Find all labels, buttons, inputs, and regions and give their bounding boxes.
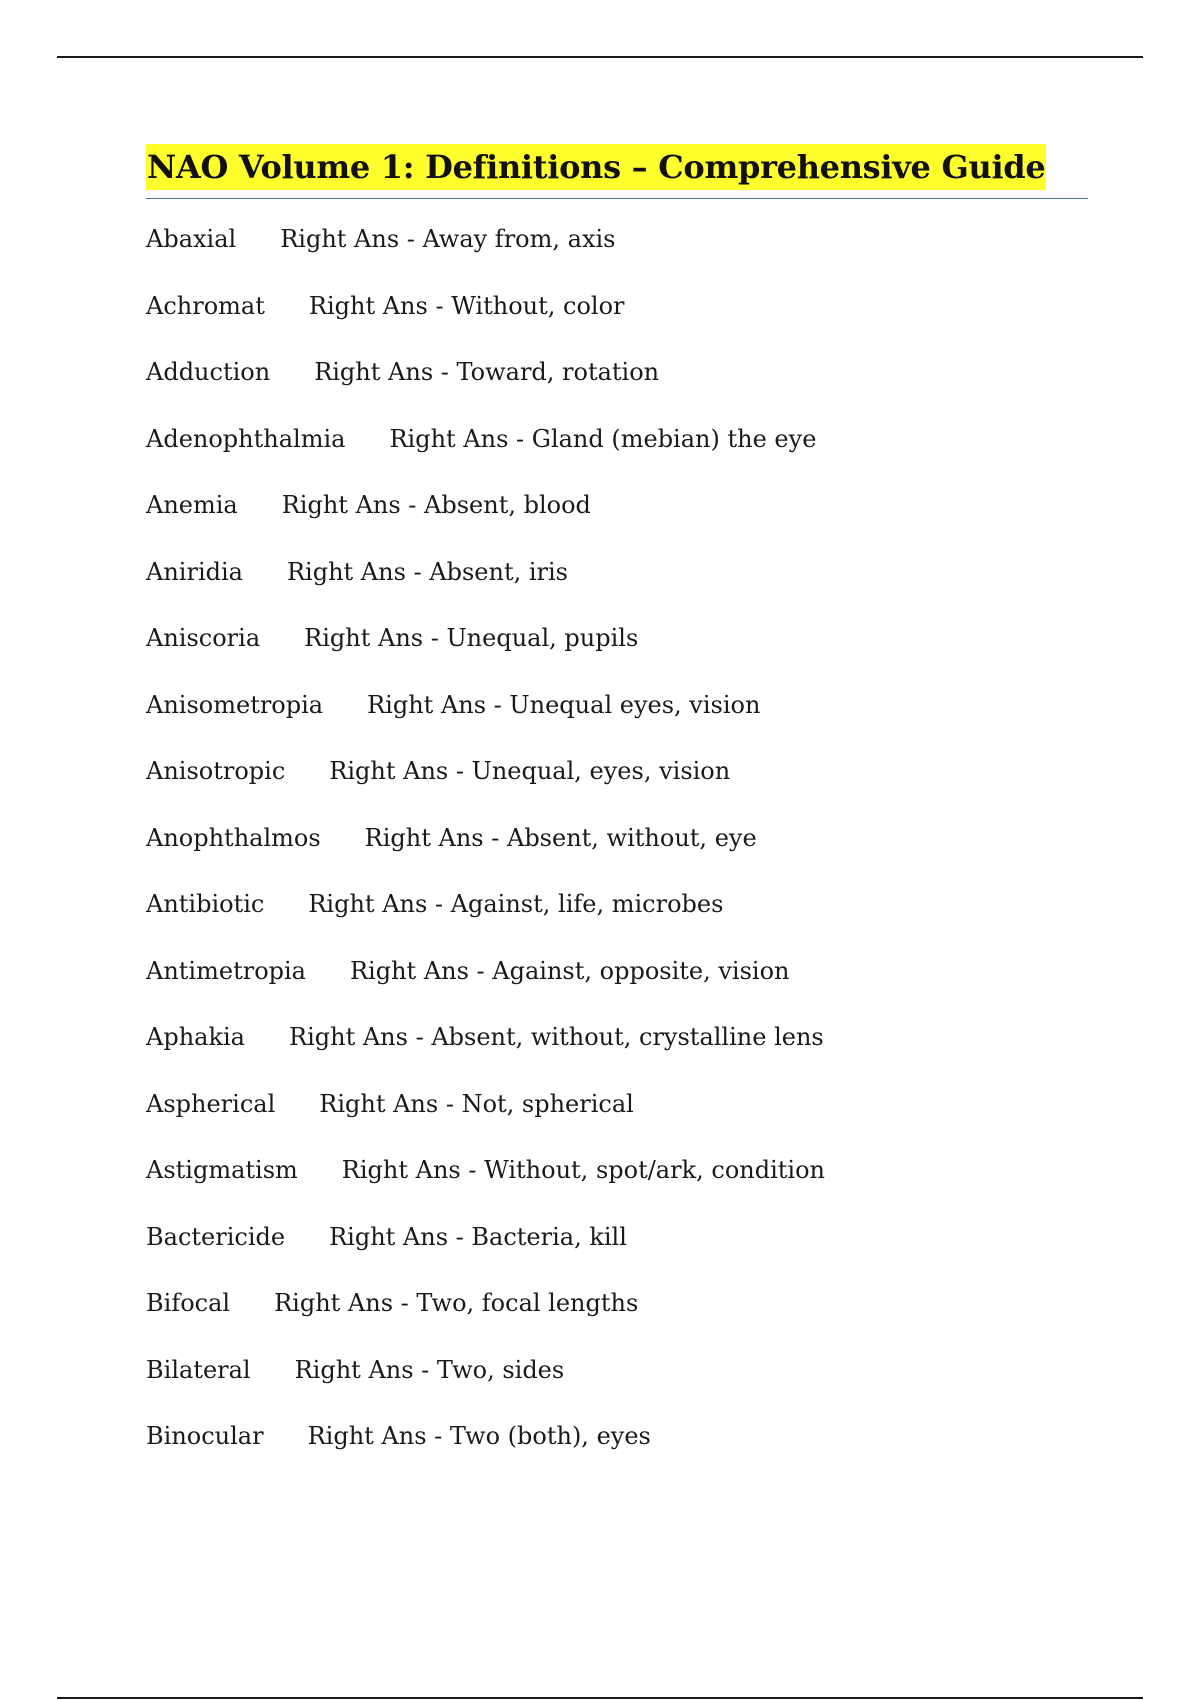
entry-answer: Right Ans - Toward, rotation [314, 358, 660, 386]
entry-term: Astigmatism [146, 1156, 298, 1184]
entry-answer: Right Ans - Against, life, microbes [308, 890, 724, 918]
document-title: NAO Volume 1: Definitions – Comprehensive Guide [146, 144, 1046, 190]
entry-answer: Right Ans - Not, spherical [319, 1089, 634, 1118]
entry-answer: Right Ans - Gland (mebian) the eye [389, 424, 817, 453]
definition-entry [146, 1019, 1088, 1086]
entry-answer: Right Ans - Two, sides [294, 1355, 565, 1384]
definition-entry [146, 1152, 1088, 1219]
entry-answer: Right Ans - Unequal, eyes, vision [329, 757, 731, 785]
entry-term: Bactericide [146, 1222, 286, 1251]
definition-entry [146, 687, 1088, 754]
entry-term: Achromat [146, 291, 265, 320]
definition-list [146, 221, 1088, 1485]
entry-term: Aniridia [146, 557, 243, 586]
page-top-rule [57, 56, 1143, 58]
definition-entry [146, 1086, 1088, 1153]
definition-entry [146, 620, 1088, 687]
definition-entry [146, 487, 1088, 554]
entry-term: Aniscoria [146, 624, 261, 652]
entry-term: Abaxial [146, 225, 237, 253]
entry-answer: Right Ans - Without, spot/ark, condition [341, 1156, 825, 1184]
entry-answer: Right Ans - Unequal eyes, vision [367, 690, 761, 719]
entry-term: Bilateral [146, 1355, 251, 1384]
definition-entry [146, 1285, 1088, 1352]
definition-entry [146, 1219, 1088, 1286]
definition-entry [146, 288, 1088, 355]
definition-entry [146, 421, 1088, 488]
entry-term: Anisotropic [146, 757, 286, 785]
definition-entry [146, 886, 1088, 953]
definition-entry [146, 354, 1088, 421]
entry-term: Aphakia [146, 1023, 245, 1051]
entry-answer: Right Ans - Away from, axis [280, 225, 616, 253]
entry-term: Anemia [146, 491, 238, 519]
entry-term: Aspherical [146, 1089, 276, 1118]
entry-answer: Right Ans - Two, focal lengths [274, 1289, 639, 1317]
entry-term: Adduction [146, 358, 271, 386]
entry-answer: Right Ans - Unequal, pupils [304, 624, 639, 652]
page-bottom-rule [57, 1697, 1143, 1699]
entry-answer: Right Ans - Two (both), eyes [307, 1422, 651, 1450]
definition-entry [146, 953, 1088, 1020]
entry-term: Adenophthalmia [146, 424, 346, 453]
entry-answer: Right Ans - Bacteria, kill [329, 1222, 627, 1251]
definition-entry [146, 1418, 1088, 1485]
definition-entry [146, 221, 1088, 288]
document-body [146, 144, 1088, 1485]
entry-term: Antimetropia [146, 956, 306, 985]
entry-answer: Right Ans - Absent, without, crystalline lens [289, 1023, 824, 1051]
entry-term: Anophthalmos [146, 823, 321, 852]
entry-term: Anisometropia [146, 690, 324, 719]
definition-entry [146, 1352, 1088, 1419]
entry-term: Binocular [146, 1422, 264, 1450]
definition-entry [146, 554, 1088, 621]
title-block [146, 144, 1088, 199]
entry-answer: Right Ans - Against, opposite, vision [349, 956, 790, 985]
entry-answer: Right Ans - Absent, without, eye [364, 823, 757, 852]
definition-entry [146, 753, 1088, 820]
entry-answer: Right Ans - Absent, iris [286, 557, 568, 586]
definition-entry [146, 820, 1088, 887]
entry-answer: Right Ans - Absent, blood [281, 491, 591, 519]
entry-term: Bifocal [146, 1289, 231, 1317]
entry-answer: Right Ans - Without, color [308, 291, 625, 320]
entry-term: Antibiotic [146, 890, 265, 918]
